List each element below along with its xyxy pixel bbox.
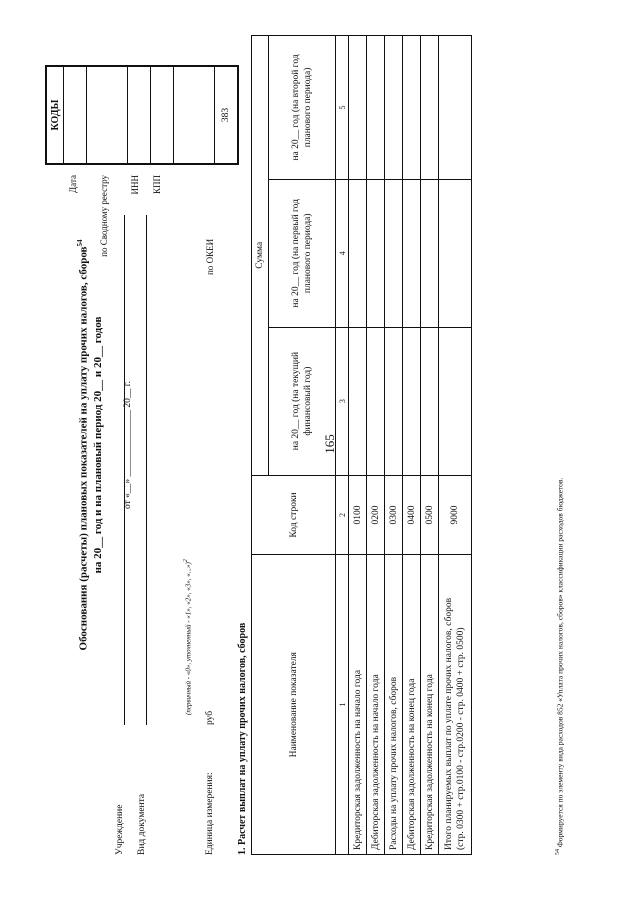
institution-line bbox=[124, 215, 125, 725]
doc-type-line bbox=[146, 215, 147, 725]
codes-box bbox=[45, 65, 239, 165]
row-name: Кредиторская задолженность на начало года bbox=[349, 555, 367, 855]
title-line-2: на 20__ год и на плановый период 20__ и 20__ годов bbox=[91, 316, 104, 574]
index-cell: 2 bbox=[336, 475, 349, 555]
codes-label-kpp: КПП bbox=[151, 175, 162, 195]
row-code: 0300 bbox=[385, 475, 403, 555]
unit-row bbox=[195, 215, 217, 855]
row-name: Дебиторская задолженность на конец года bbox=[403, 555, 421, 855]
value-cell bbox=[439, 179, 472, 327]
code-cell-kpp bbox=[151, 66, 174, 164]
total-row bbox=[439, 36, 472, 855]
title-line-1: Обоснования (расчеты) плановых показателей на уплату прочих налогов, сборов bbox=[77, 246, 90, 651]
value-cell bbox=[421, 179, 439, 327]
value-cell bbox=[367, 327, 385, 475]
doc-type-row bbox=[127, 215, 149, 855]
footnote bbox=[555, 478, 565, 855]
value-cell bbox=[385, 36, 403, 180]
unit-label: Единица измерения: bbox=[205, 772, 215, 855]
value-cell bbox=[367, 179, 385, 327]
table-row bbox=[403, 36, 421, 855]
value-cell bbox=[349, 36, 367, 180]
taxes-table bbox=[251, 35, 472, 855]
doc-type-note-ref: 2 bbox=[183, 559, 189, 563]
index-cell: 1 bbox=[336, 555, 349, 855]
row-code: 0500 bbox=[421, 475, 439, 555]
value-cell bbox=[403, 179, 421, 327]
footnote-text: Формируется по элементу вида расходов 852 «Уплата прочих налогов, сборов» классификации расходов бюджетов. bbox=[555, 477, 565, 848]
col-year2-header: на 20__ год (на первый год планового периода) bbox=[269, 179, 336, 327]
total-row-name bbox=[439, 555, 472, 855]
row-code: 0200 bbox=[367, 475, 385, 555]
code-cell-date bbox=[64, 66, 87, 164]
value-cell bbox=[385, 179, 403, 327]
code-cell-blank bbox=[174, 66, 215, 164]
col-code-header: Код строки bbox=[252, 475, 336, 555]
institution-label: Учреждение bbox=[115, 804, 125, 855]
table-row bbox=[385, 36, 403, 855]
index-cell: 3 bbox=[336, 327, 349, 475]
col-year3-header: на 20__ год (на второй год планового периода) bbox=[269, 36, 336, 180]
codes-header: КОДЫ bbox=[46, 66, 64, 164]
codes-label-okei: по ОКЕИ bbox=[205, 238, 215, 275]
table-row bbox=[349, 36, 367, 855]
section-title: 1. Расчет выплат на уплату прочих налогов, сборов bbox=[237, 622, 248, 855]
doc-type-note-text: (первичный - «0», уточненный - «1», «2», «3», «...») bbox=[184, 562, 193, 715]
value-cell bbox=[349, 179, 367, 327]
title-footnote-ref: 54 bbox=[76, 239, 84, 247]
doc-type-label: Вид документа bbox=[137, 793, 147, 855]
table-row bbox=[367, 36, 385, 855]
table-row bbox=[421, 36, 439, 855]
index-row bbox=[336, 36, 349, 855]
row-name: Дебиторская задолженность на начало года bbox=[367, 555, 385, 855]
codes-label-registry: по Сводному реестру bbox=[98, 175, 109, 257]
code-cell-inn bbox=[128, 66, 151, 164]
footnote-ref: 54 bbox=[555, 849, 561, 855]
rotated-form-sheet bbox=[45, 15, 640, 875]
row-name: Кредиторская задолженность на конец года bbox=[421, 555, 439, 855]
total-name-line-2: (стр. 0300 + стр.0100 - стр.0200 - стр. 0400 + стр. 0500) bbox=[456, 627, 466, 850]
doc-type-note bbox=[183, 559, 192, 715]
value-cell bbox=[421, 36, 439, 180]
date-line: от «__» ______________ 20__ г. bbox=[123, 381, 133, 509]
page-number: 165 bbox=[322, 434, 337, 454]
col-name-header: Наименование показателя bbox=[252, 555, 336, 855]
codes-label-inn: ИНН bbox=[129, 175, 140, 195]
index-cell: 5 bbox=[336, 36, 349, 180]
value-cell bbox=[349, 327, 367, 475]
code-cell-registry bbox=[87, 66, 128, 164]
header-fields bbox=[105, 215, 149, 855]
total-name-line-1: Итого планируемых выплат по уплате прочих налогов, сборов bbox=[444, 597, 454, 850]
row-code: 0400 bbox=[403, 475, 421, 555]
sum-header: Сумма bbox=[252, 36, 269, 476]
row-name: Расходы на уплату прочих налогов, сборов bbox=[385, 555, 403, 855]
value-cell bbox=[439, 327, 472, 475]
unit-value: руб bbox=[205, 710, 215, 725]
value-cell bbox=[367, 36, 385, 180]
index-cell: 4 bbox=[336, 179, 349, 327]
total-row-code: 9000 bbox=[439, 475, 472, 555]
col-year1-header: на 20__ год (на текущий финансовый год) bbox=[269, 327, 336, 475]
value-cell bbox=[403, 36, 421, 180]
value-cell bbox=[385, 327, 403, 475]
value-cell bbox=[439, 36, 472, 180]
value-cell bbox=[421, 327, 439, 475]
institution-row bbox=[105, 215, 127, 855]
row-code: 0100 bbox=[349, 475, 367, 555]
codes-label-date: Дата bbox=[67, 175, 78, 193]
code-cell-okei: 383 bbox=[215, 66, 239, 164]
value-cell bbox=[403, 327, 421, 475]
